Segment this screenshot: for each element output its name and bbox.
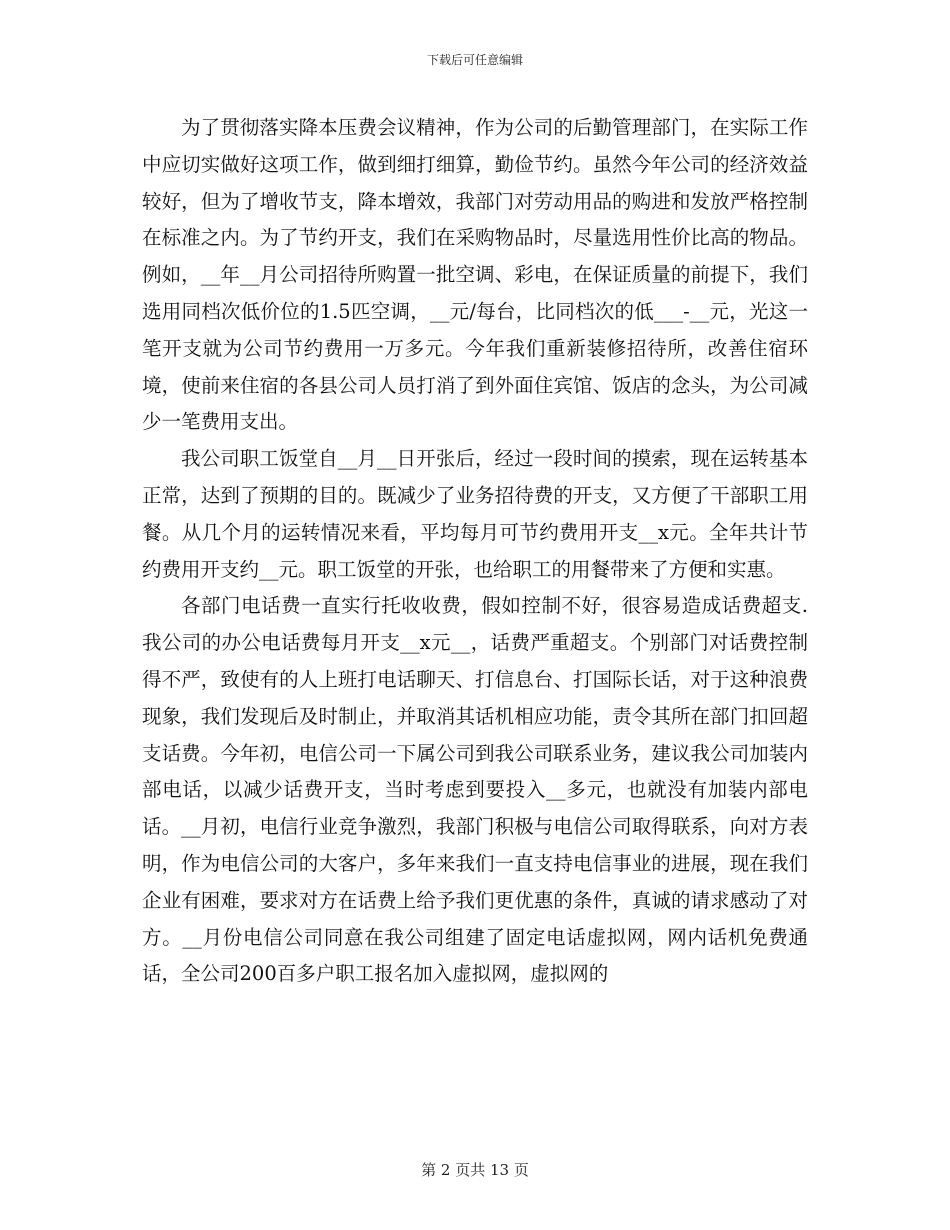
paragraph-telephone-fees: 各部门电话费一直实行托收收费，假如控制不好，很容易造成话费超支.我公司的办公电话费每月开支__x元__，话费严重超支。个别部门对话费控制得不严，致使有的人上班打电话聊天、打信息台、打国际长话，对于这种浪费现象，我们发现后及时制止，并取消其话机相应功能，责令其所在部门扣回超支话费。今年初，电信公司一下属公司到我公司联系业务，建议我公司加装内部电话，以减少话费开支，当时考虑到要投入__多元，也就没有加装内部电话。__月初，电信行业竞争激烈，我部门积极与电信公司取得联系，向对方表明，作为电信公司的大客户，多年来我们一直支持电信事业的进展，现在我们企业有困难，要求对方在话费上给予我们更优惠的条件，真诚的请求感动了对方。__月份电信公司同意在我公司组建了固定电话虚拟网，网内话机免费通话，全公司200百多户职工报名加入虚拟网，虚拟网的 [142, 594, 808, 986]
paragraph-cost-saving: 为了贯彻落实降本压费会议精神，作为公司的后勤管理部门，在实际工作中应切实做好这项工作，做到细打细算，勤俭节约。虽然今年公司的经济效益较好，但为了增收节支，降本增效，我部门对劳动用品的购进和发放严格控制在标准之内。为了节约开支，我们在采购物品时，尽量选用性价比高的物品。例如，__年__月公司招待所购置一批空调、彩电，在保证质量的前提下，我们选用同档次低价位的1.5匹空调，__元/每台，比同档次的低___-__元，光这一笔开支就为公司节约费用一万多元。今年我们重新装修招待所，改善住宿环境，使前来住宿的各县公司人员打消了到外面住宾馆、饭店的念头，为公司减少一笔费用支出。 [142, 116, 808, 434]
paragraph-staff-canteen: 我公司职工饭堂自__月__日开张后，经过一段时间的摸索，现在运转基本正常，达到了预期的目的。既减少了业务招待费的开支，又方便了干部职工用餐。从几个月的运转情况来看，平均每月可节约费用开支__x元。全年共计节约费用开支约__元。职工饭堂的开张，也给职工的用餐带来了方便和实惠。 [142, 447, 808, 581]
page-header: 下载后可任意编辑 [426, 53, 523, 67]
page-footer: 第 2 页共 13 页 [421, 1161, 529, 1179]
document-body [142, 110, 808, 993]
